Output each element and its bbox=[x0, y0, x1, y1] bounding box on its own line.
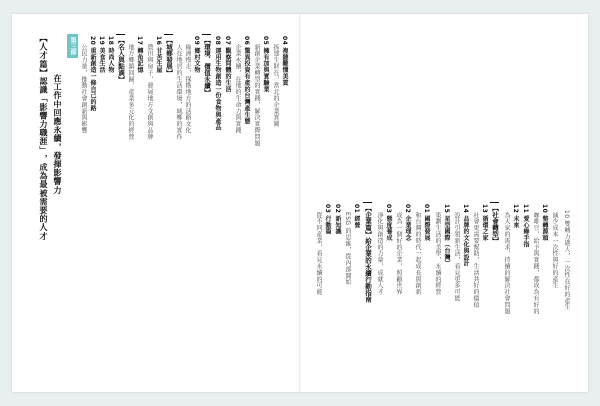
section-heading: 【社會轉型】 bbox=[490, 202, 499, 244]
toc-entry: 咖啡豆，給予與實踐，都成為有好的 bbox=[532, 212, 539, 315]
toc-entry: 17 轉角記憶 bbox=[136, 36, 143, 74]
toc-entry: 社會更需要幫助，生活共好的價值 bbox=[472, 212, 479, 308]
toc-entry: 19 美食生活 bbox=[98, 36, 105, 74]
toc-entry: 10 整轉源頭 bbox=[541, 204, 548, 242]
part-label: 第三部 bbox=[67, 34, 78, 58]
toc-entry: 為大家的需求，持續的解決社會問題 bbox=[503, 212, 510, 315]
toc-entry: 20 重新創造一條自己的路 bbox=[89, 36, 96, 112]
section-heading: 【名人與點滴】 bbox=[116, 34, 125, 83]
toc-entry: 09 鄉村文物 bbox=[193, 36, 200, 74]
section-heading: 【城鄉發展】 bbox=[164, 34, 173, 76]
section-heading: 【環境．價值永續】 bbox=[202, 34, 211, 96]
toc-entry: 14 品牌的文化與設計 bbox=[462, 204, 469, 267]
toc-entry: 減少成本一次性與好的產生 bbox=[551, 212, 558, 289]
right-page bbox=[300, 14, 588, 392]
toc-entry: 13 循環之家 bbox=[481, 204, 488, 242]
toc-entry: 15 星型國際（台灣） bbox=[443, 204, 450, 267]
toc-entry: 地方鄉鎮回歸，產業多元化的經營 bbox=[127, 44, 134, 140]
toc-entry: 03 行動篇 bbox=[324, 204, 331, 235]
toc-entry: 從不同產業，看見永續的可能 bbox=[315, 212, 322, 296]
toc-entry: 和台灣的時代一起成長與創新 bbox=[414, 212, 421, 296]
toc-entry: 07 觀察問體的生活 bbox=[224, 36, 231, 93]
toc-entry: 03 態度養成 bbox=[385, 204, 392, 242]
section-heading: 【企業篇】給企業的永續行動指南 bbox=[363, 202, 372, 303]
toc-entry: 拆建生財在，當北的企業實圖 bbox=[272, 44, 279, 128]
toc-entry: ESG 的思維，從內部開始 bbox=[344, 212, 351, 286]
toc-entry: 01 國際發展 bbox=[423, 204, 430, 242]
toc-entry: 02 企業理念 bbox=[404, 204, 411, 242]
book-spread bbox=[12, 14, 588, 392]
toc-entry: 11 愛心綠手指 bbox=[522, 204, 529, 248]
toc-entry: 12 未來 bbox=[512, 204, 519, 229]
toc-entry: 農田與房子，發展地方文創與品牌 bbox=[146, 44, 153, 140]
toc-entry: 05 擁有加與實驗業 bbox=[262, 36, 269, 93]
toc-entry: 人在地居的生活環境，城鄉的實作 bbox=[175, 44, 182, 140]
part-title: 在工作中回應永續，發揮影響力 bbox=[53, 74, 62, 195]
toc-entry: 16 甘苦生屋 bbox=[155, 36, 162, 74]
toc-entry: 新創企業轉型的實踐，解決實際問題 bbox=[253, 44, 260, 147]
toc-entry: 18 時尚人物 bbox=[107, 36, 114, 74]
toc-entry: 綠洲慢走，探勘地方的活路文化 bbox=[184, 44, 191, 134]
toc-entry: 04 複雜難懂美貫 bbox=[281, 36, 288, 87]
toc-entry: 成為一個好的企業，照顧世界 bbox=[395, 212, 402, 296]
toc-entry: 01 經營 bbox=[353, 204, 360, 229]
toc-entry: 設計引領新生活，看見更多可能 bbox=[453, 212, 460, 302]
part-subtitle: 【人才篇】認識「影響力職涯」，成為最被需要的人才 bbox=[39, 34, 48, 241]
toc-entry: 策劃生活的美學，永續的經營 bbox=[434, 212, 441, 296]
toc-entry: 10 雙轉力過人，一次性在好的產生 bbox=[563, 210, 570, 311]
left-page bbox=[12, 14, 300, 392]
toc-entry: 公民力量，推動社會創新與影響 bbox=[80, 44, 87, 134]
toc-entry: 企業永續，在地的生命力與實踐 bbox=[234, 44, 241, 134]
toc-entry: 06 驚異投資有產的台灣產生態 bbox=[243, 36, 250, 125]
toc-entry: 08 運用生物創造一份食物與產品 bbox=[214, 36, 221, 131]
toc-entry: 02 新知識 bbox=[334, 204, 341, 235]
toc-entry: 淨化與創造的力量，成就人才 bbox=[376, 212, 383, 296]
